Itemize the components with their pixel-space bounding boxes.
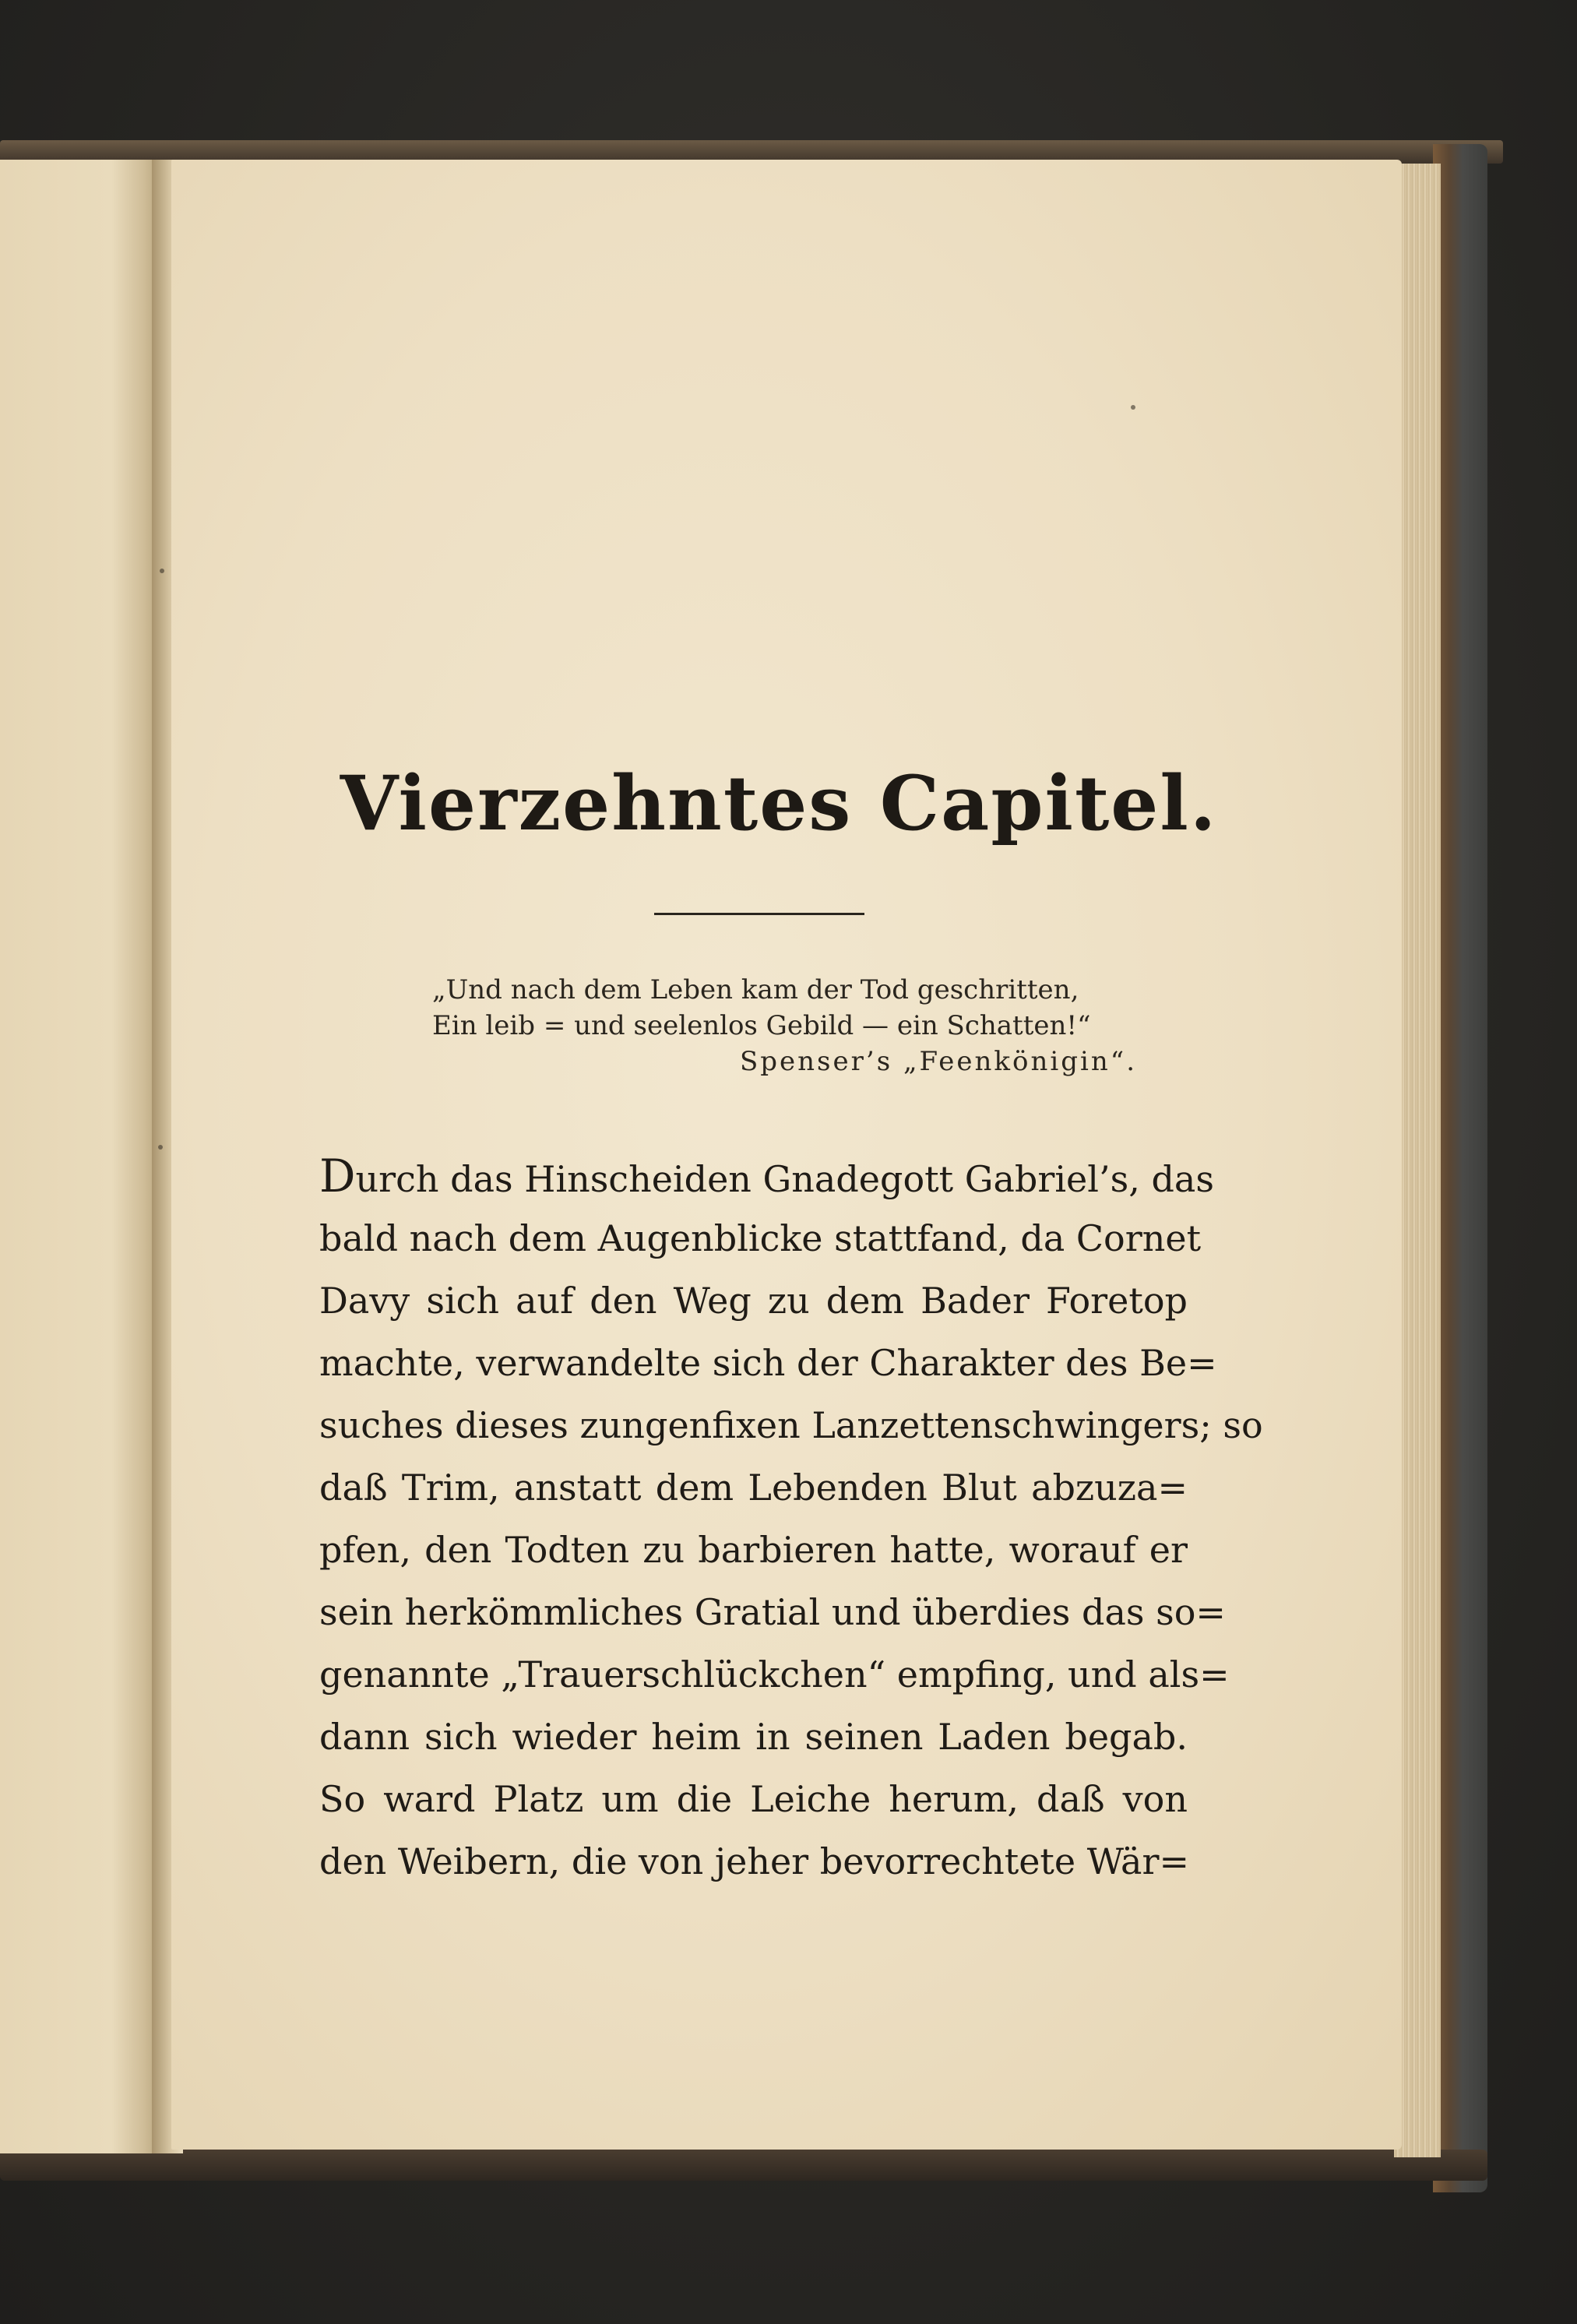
text-line: Davy sich auf den Weg zu dem Bader Foretop — [319, 1280, 1188, 1322]
text-line: genannte „Trauerschlückchen“ empfing, und als= — [319, 1653, 1230, 1695]
text-line: Durch das Hinscheiden Gnadegott Gabriel’s, das — [319, 1150, 1214, 1202]
text-line: daß Trim, anstatt dem Lebenden Blut abzuza= — [319, 1467, 1188, 1509]
epigraph-line: „Und nach dem Leben kam der Tod geschritten, — [432, 974, 1079, 1005]
paper-speck — [158, 1145, 163, 1150]
paper-speck — [160, 569, 164, 573]
text-line: den Weibern, die von jeher bevorrechtete Wär= — [319, 1840, 1190, 1882]
title-rule — [654, 913, 864, 915]
epigraph — [432, 972, 1211, 1079]
text-line: So ward Platz um die Leiche herum, daß von — [319, 1778, 1188, 1820]
chapter-title: Vierzehntes Capitel. — [340, 759, 1218, 847]
text-line: pfen, den Todten zu barbieren hatte, worauf er — [319, 1529, 1188, 1571]
text-line: machte, verwandelte sich der Charakter des Be= — [319, 1342, 1217, 1384]
text-line: bald nach dem Augenblicke stattfand, da Cornet — [319, 1217, 1202, 1259]
book-cover-bottom-edge — [0, 2150, 1487, 2181]
text-line: dann sich wieder heim in seinen Laden begab. — [319, 1716, 1188, 1758]
book-cover-spine-edge — [1433, 144, 1487, 2192]
text-line: sein herkömmliches Gratial und überdies das so= — [319, 1591, 1226, 1633]
epigraph-attribution: Spenser’s „Feenkönigin“. — [739, 1046, 1137, 1077]
body-text — [319, 1145, 1263, 1893]
epigraph-line: Ein leib = und seelenlos Gebild — ein Schatten!“ — [432, 1010, 1091, 1041]
text-line: suches dieses zungenfixen Lanzettenschwingers; so — [319, 1404, 1263, 1446]
left-page — [0, 160, 160, 2153]
paper-speck — [1131, 405, 1135, 410]
